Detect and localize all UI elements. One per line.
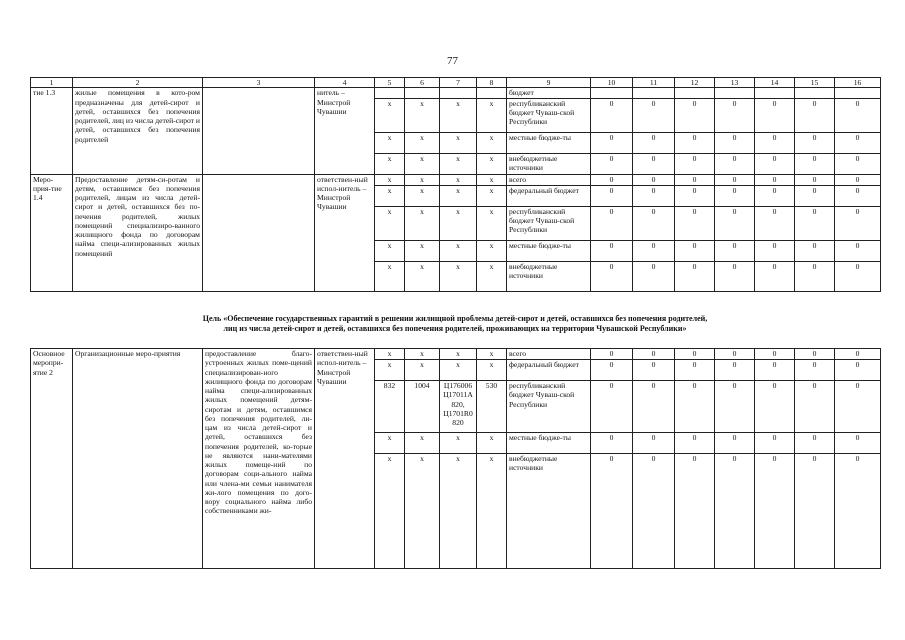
year-value-cell: 0 [715,381,755,433]
year-value-cell: 0 [633,240,675,261]
budget-code-cell: х [405,174,440,185]
year-value-cell: 0 [715,132,755,153]
column-header-cell: 3 [203,78,315,88]
column-header-cell: 2 [73,78,203,88]
column-header-cell: 11 [633,78,675,88]
year-value-cell: 0 [715,153,755,174]
funding-source-cell: федеральный бюджет [507,185,591,206]
table-row [31,349,881,360]
year-value-cell: 0 [591,153,633,174]
column-header-cell: 6 [405,78,440,88]
column-header-cell: 13 [715,78,755,88]
measure-code-cell: тие 1.3 [31,88,73,174]
budget-code-cell: х [405,454,440,569]
goal-line-1: Цель «Обеспечение государственных гарантий в решении жилищной проблемы детей-сирот и детей, оставшихся без попечения родителей, [202,314,708,323]
year-value-cell: 0 [675,261,715,291]
budget-code-cell: х [477,98,507,132]
budget-code-cell: х [440,349,477,360]
year-value-cell: 0 [591,132,633,153]
year-value-cell: 0 [633,349,675,360]
year-value-cell: 0 [835,185,881,206]
measure-name-cell: жилые помещения в кото-ром предназначены для детей-сирот и детей, оставшихся без попечения родителей, лиц из числа детей-сирот и детей, оставшихся без попечения родителей [73,88,203,174]
year-value-cell: 0 [755,381,795,433]
year-value-cell: 0 [795,360,835,381]
funding-source-cell: внебюджетные источники [507,261,591,291]
year-value-cell: 0 [591,174,633,185]
year-value-cell: 0 [675,360,715,381]
year-value-cell: 0 [755,98,795,132]
year-value-cell: 0 [835,240,881,261]
year-value-cell: 0 [795,433,835,454]
year-value-cell: 0 [755,185,795,206]
year-value-cell: 0 [835,174,881,185]
year-value-cell: 0 [795,98,835,132]
responsible-executor-cell: ответствен-ный испол-нитель – Минстрой Чувашии [315,349,375,569]
year-value-cell: 0 [715,349,755,360]
budget-code-cell: 530 [477,381,507,433]
year-value-cell: 0 [633,132,675,153]
funding-source-cell: местные бюдже-ты [507,433,591,454]
year-value-cell: 0 [715,240,755,261]
budget-code-cell: х [405,240,440,261]
year-value-cell [633,88,675,98]
year-value-cell: 0 [675,454,715,569]
year-value-cell: 0 [835,132,881,153]
year-value-cell: 0 [755,206,795,240]
year-value-cell: 0 [795,454,835,569]
column-header-cell: 12 [675,78,715,88]
column-header-cell: 8 [477,78,507,88]
budget-table-bottom [30,348,881,569]
budget-code-cell [375,88,405,98]
year-value-cell: 0 [675,185,715,206]
budget-code-cell: х [440,206,477,240]
budget-code-cell: х [405,360,440,381]
budget-code-cell: 1004 [405,381,440,433]
budget-code-cell: х [375,132,405,153]
budget-code-cell [405,88,440,98]
budget-code-cell: х [405,132,440,153]
year-value-cell: 0 [795,261,835,291]
year-value-cell: 0 [633,174,675,185]
goal-heading [30,314,880,335]
year-value-cell: 0 [795,349,835,360]
year-value-cell: 0 [835,433,881,454]
year-value-cell [675,88,715,98]
budget-code-cell: х [440,261,477,291]
budget-code-cell: х [477,206,507,240]
budget-code-cell: х [375,454,405,569]
year-value-cell: 0 [675,132,715,153]
budget-code-cell: х [375,174,405,185]
funding-source-cell: республиканский бюджет Чуваш-ской Республики [507,98,591,132]
funding-source-cell: всего [507,349,591,360]
budget-code-cell: х [405,261,440,291]
budget-code-cell: х [440,433,477,454]
budget-code-cell: х [440,153,477,174]
year-value-cell: 0 [755,454,795,569]
funding-source-cell: внебюджетные источники [507,153,591,174]
responsible-executor-cell: ответствен-ный испол-нитель – Минстрой Чувашии [315,174,375,291]
year-value-cell: 0 [633,360,675,381]
year-value-cell: 0 [755,349,795,360]
budget-code-cell: х [477,454,507,569]
funding-source-cell: бюджет [507,88,591,98]
responsible-executor-cell: нитель – Минстрой Чувашии [315,88,375,174]
budget-code-cell: х [375,153,405,174]
measure-name-cell: Организационные меро-приятия [73,349,203,569]
year-value-cell: 0 [633,454,675,569]
year-value-cell: 0 [715,185,755,206]
budget-code-cell: х [375,360,405,381]
funding-source-cell: всего [507,174,591,185]
budget-code-cell: Ц176006 Ц17011А 820, Ц1701R0 820 [440,381,477,433]
budget-code-cell: х [405,153,440,174]
budget-code-cell: х [440,185,477,206]
year-value-cell: 0 [715,360,755,381]
measure-name-cell: Предоставление детям-си-ротам и детям, оставшимся без попечения родителей, лицам из числа детей-сирот и детей, оставшихся без по-печения родителей, жилых помещений специализиро-ванного жилищного фонда по договорам найма специ-ализированных жилых помещений [73,174,203,291]
year-value-cell: 0 [755,132,795,153]
measure-code-cell: Меро-прия-тие 1.4 [31,174,73,291]
year-value-cell: 0 [591,349,633,360]
year-value-cell: 0 [755,360,795,381]
year-value-cell: 0 [675,433,715,454]
year-value-cell: 0 [795,174,835,185]
column-header-cell: 4 [315,78,375,88]
year-value-cell: 0 [795,153,835,174]
budget-code-cell: х [405,349,440,360]
year-value-cell [835,88,881,98]
year-value-cell: 0 [675,381,715,433]
budget-code-cell: х [440,98,477,132]
budget-code-cell: х [405,98,440,132]
budget-code-cell: х [405,185,440,206]
year-value-cell: 0 [835,454,881,569]
year-value-cell: 0 [675,153,715,174]
table-row [31,174,881,185]
budget-code-cell: х [477,153,507,174]
column-header-cell: 10 [591,78,633,88]
year-value-cell: 0 [715,174,755,185]
column-header-cell: 1 [31,78,73,88]
year-value-cell: 0 [835,360,881,381]
year-value-cell: 0 [835,349,881,360]
year-value-cell: 0 [675,349,715,360]
column-header-cell: 14 [755,78,795,88]
year-value-cell: 0 [835,381,881,433]
funding-source-cell: республиканский бюджет Чуваш-ской Республики [507,381,591,433]
year-value-cell: 0 [633,153,675,174]
year-value-cell: 0 [835,206,881,240]
budget-code-cell [440,88,477,98]
budget-code-cell: х [405,433,440,454]
budget-code-cell: х [477,433,507,454]
column-header-cell: 5 [375,78,405,88]
year-value-cell: 0 [591,98,633,132]
year-value-cell: 0 [795,185,835,206]
year-value-cell: 0 [755,240,795,261]
column-header-cell: 16 [835,78,881,88]
year-value-cell: 0 [591,206,633,240]
budget-code-cell: х [375,185,405,206]
year-value-cell: 0 [675,98,715,132]
budget-code-cell: х [375,98,405,132]
year-value-cell: 0 [633,381,675,433]
year-value-cell: 0 [633,98,675,132]
budget-code-cell: х [477,261,507,291]
year-value-cell [591,88,633,98]
budget-code-cell: х [477,185,507,206]
year-value-cell: 0 [795,240,835,261]
year-value-cell: 0 [591,185,633,206]
year-value-cell: 0 [591,261,633,291]
funding-source-cell: местные бюдже-ты [507,240,591,261]
budget-code-cell: х [477,240,507,261]
budget-code-cell: х [405,206,440,240]
budget-code-cell: х [477,132,507,153]
page-number: 77 [447,55,458,67]
year-value-cell [755,88,795,98]
year-value-cell: 0 [715,98,755,132]
year-value-cell: 0 [715,454,755,569]
column-header-cell: 7 [440,78,477,88]
budget-code-cell: х [375,349,405,360]
year-value-cell: 0 [795,132,835,153]
budget-code-cell: х [440,132,477,153]
year-value-cell: 0 [675,206,715,240]
budget-code-cell: х [440,454,477,569]
year-value-cell [795,88,835,98]
goal-line-2: лиц из числа детей-сирот и детей, оставшихся без попечения родителей, проживающих на территории Чувашской Республики» [223,324,687,334]
budget-code-cell: х [375,433,405,454]
measure-description-cell: предоставление благо-устроенных жилых поме-щений специализирован-ного жилищного фонда по договорам найма специ-ализированных жилых помещений детям-сиротам и детям, оставшимся без попечения родителей, ли-цам из числа детей-сирот и детей, оставшихся без попечения родителей, ко-торые не являются нани-мателями жилых помеще-ний по договорам соци-ального найма или члена-ми семьи нанимателя жи-лого помещения по дого-вору социального найма либо собственниками жи- [203,349,315,569]
table-row [31,88,881,98]
funding-source-cell: федеральный бюджет [507,360,591,381]
year-value-cell: 0 [633,433,675,454]
measure-description-cell [203,88,315,174]
funding-source-cell: местные бюдже-ты [507,132,591,153]
funding-source-cell: республиканский бюджет Чуваш-ской Республики [507,206,591,240]
year-value-cell: 0 [675,174,715,185]
year-value-cell: 0 [675,240,715,261]
budget-code-cell: х [375,206,405,240]
year-value-cell: 0 [835,261,881,291]
year-value-cell: 0 [591,433,633,454]
budget-code-cell: х [477,360,507,381]
budget-code-cell: х [440,360,477,381]
year-value-cell: 0 [633,206,675,240]
year-value-cell: 0 [591,240,633,261]
measure-code-cell: Основное меропри-ятие 2 [31,349,73,569]
year-value-cell: 0 [755,433,795,454]
year-value-cell: 0 [633,185,675,206]
budget-code-cell [477,88,507,98]
funding-source-cell: внебюджетные источники [507,454,591,569]
column-header-row [31,78,881,88]
year-value-cell: 0 [795,206,835,240]
year-value-cell: 0 [715,206,755,240]
year-value-cell: 0 [755,261,795,291]
year-value-cell: 0 [755,174,795,185]
year-value-cell: 0 [591,381,633,433]
column-header-cell: 9 [507,78,591,88]
year-value-cell [715,88,755,98]
year-value-cell: 0 [835,98,881,132]
measure-description-cell [203,174,315,291]
year-value-cell: 0 [591,454,633,569]
year-value-cell: 0 [591,360,633,381]
year-value-cell: 0 [633,261,675,291]
budget-table-top [30,77,881,292]
year-value-cell: 0 [715,433,755,454]
budget-code-cell: х [375,261,405,291]
year-value-cell: 0 [715,261,755,291]
year-value-cell: 0 [755,153,795,174]
budget-code-cell: х [477,349,507,360]
budget-code-cell: 832 [375,381,405,433]
budget-code-cell: х [440,174,477,185]
budget-code-cell: х [477,174,507,185]
column-header-cell: 15 [795,78,835,88]
year-value-cell: 0 [795,381,835,433]
budget-code-cell: х [440,240,477,261]
year-value-cell: 0 [835,153,881,174]
budget-code-cell: х [375,240,405,261]
